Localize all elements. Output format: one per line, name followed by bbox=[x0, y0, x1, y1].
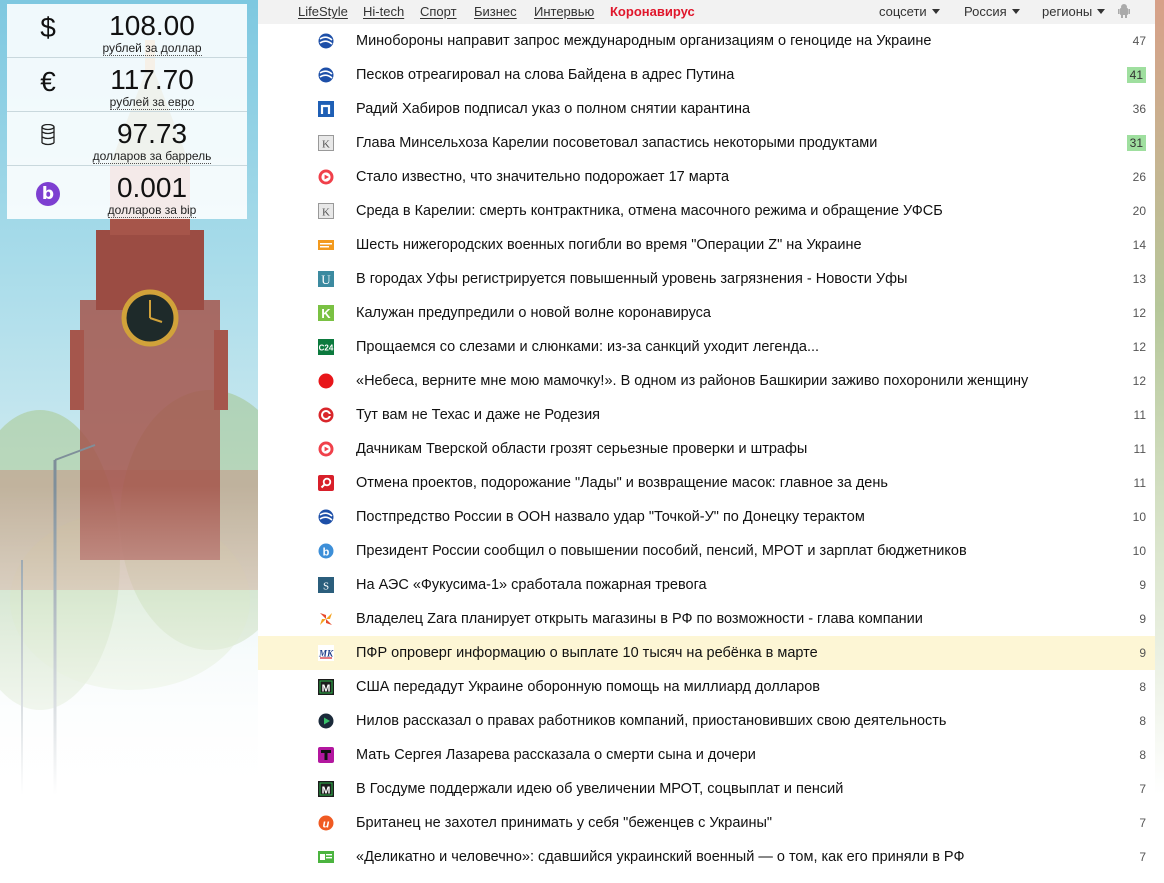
news-row[interactable] bbox=[258, 330, 1155, 364]
news-row[interactable] bbox=[258, 738, 1155, 772]
news-row[interactable] bbox=[258, 432, 1155, 466]
news-headline-link[interactable]: ПФР опроверг информацию о выплате 10 тысяч на ребёнка в марте bbox=[356, 645, 818, 661]
chevron-down-icon bbox=[932, 9, 940, 14]
news-headline-link[interactable]: США передадут Украине оборонную помощь на миллиард долларов bbox=[356, 679, 821, 695]
rate-label[interactable]: долларов за баррель bbox=[92, 149, 212, 163]
news-row[interactable] bbox=[258, 126, 1155, 160]
source-count: 12 bbox=[1132, 340, 1146, 354]
play-circle-icon bbox=[318, 713, 334, 729]
svg-text:M: M bbox=[321, 784, 331, 797]
svg-text:S: S bbox=[322, 580, 330, 593]
news-headline-link[interactable]: Глава Минсельхоза Карелии посоветовал запастись некоторыми продуктами bbox=[356, 135, 878, 151]
rate-value: 117.70 bbox=[110, 64, 194, 95]
source-count: 13 bbox=[1132, 272, 1146, 286]
dropdown-label: соцсети bbox=[879, 4, 927, 19]
news-headline-link[interactable]: Тут вам не Техас и даже не Родезия bbox=[356, 407, 601, 423]
news-headline-link[interactable]: Президент России сообщил о повышении пособий, пенсий, МРОТ и зарплат бюджетников bbox=[356, 543, 967, 559]
dropdown-social[interactable] bbox=[879, 1, 940, 23]
svg-text:и: и bbox=[322, 818, 330, 831]
u-logo-icon bbox=[318, 271, 334, 287]
svg-text:K: K bbox=[321, 306, 331, 321]
rg-globe-icon bbox=[318, 67, 334, 83]
svg-text:C24: C24 bbox=[318, 343, 334, 353]
rate-value: 0.001 bbox=[116, 172, 188, 203]
news-row[interactable] bbox=[258, 92, 1155, 126]
rg-globe-icon bbox=[318, 509, 334, 525]
source-count: 14 bbox=[1132, 238, 1146, 252]
red-play-icon bbox=[318, 441, 334, 457]
bip-icon: b bbox=[36, 182, 60, 206]
news-row[interactable] bbox=[258, 636, 1155, 670]
source-count: 11 bbox=[1133, 408, 1146, 422]
android-icon[interactable] bbox=[1118, 4, 1130, 18]
source-count: 7 bbox=[1139, 782, 1146, 796]
news-row[interactable] bbox=[258, 670, 1155, 704]
nav-business[interactable]: Бизнес bbox=[474, 4, 517, 19]
source-count: 8 bbox=[1139, 748, 1146, 762]
news-headline-link[interactable]: В городах Уфы регистрируется повышенный уровень загрязнения - Новости Уфы bbox=[356, 271, 908, 287]
news-headline-link[interactable]: Калужан предупредили о новой волне коронавируса bbox=[356, 305, 711, 321]
pinwheel-icon bbox=[318, 611, 334, 627]
svg-text:MK: MK bbox=[318, 648, 334, 659]
svg-text:K: K bbox=[322, 206, 330, 219]
news-headline-link[interactable]: Прощаемся со слезами и слюнками: из-за санкций уходит легенда... bbox=[356, 339, 820, 355]
source-count: 7 bbox=[1139, 850, 1146, 864]
news-row[interactable] bbox=[258, 364, 1155, 398]
nav-interview[interactable]: Интервью bbox=[534, 4, 595, 19]
chevron-down-icon bbox=[1097, 9, 1105, 14]
dropdown-country[interactable] bbox=[964, 1, 1020, 23]
news-headline-link[interactable]: Шесть нижегородских военных погибли во время "Операции Z" на Украине bbox=[356, 237, 862, 253]
svg-text:K: K bbox=[322, 138, 330, 151]
k-square-icon bbox=[318, 135, 334, 151]
news-row[interactable] bbox=[258, 466, 1155, 500]
rate-bip[interactable] bbox=[7, 166, 247, 219]
m-logo-icon bbox=[318, 679, 334, 695]
red-play-icon bbox=[318, 169, 334, 185]
category-nav bbox=[258, 0, 1155, 24]
news-headline-link[interactable]: «Небеса, верните мне мою мамочку!». В одном из районов Башкирии заживо похоронили женщину bbox=[356, 373, 1029, 389]
chevron-down-icon bbox=[1012, 9, 1020, 14]
mk-logo-icon bbox=[318, 645, 334, 661]
news-row[interactable] bbox=[258, 704, 1155, 738]
news-headline-link[interactable]: Нилов рассказал о правах работников компаний, приостановивших свою деятельность bbox=[356, 713, 947, 729]
news-row[interactable] bbox=[258, 602, 1155, 636]
rate-usd[interactable] bbox=[7, 4, 247, 58]
rate-label[interactable]: долларов за bip bbox=[107, 203, 197, 217]
news-row[interactable] bbox=[258, 24, 1155, 58]
news-row[interactable] bbox=[258, 228, 1155, 262]
m-logo-icon bbox=[318, 781, 334, 797]
source-count: 9 bbox=[1139, 578, 1146, 592]
news-headline-link[interactable]: Отмена проектов, подорожание "Лады" и возвращение масок: главное за день bbox=[356, 475, 888, 491]
dropdown-regions[interactable] bbox=[1042, 1, 1105, 23]
news-row[interactable] bbox=[258, 500, 1155, 534]
news-row[interactable] bbox=[258, 296, 1155, 330]
barrel-icon bbox=[33, 120, 63, 153]
n-logo-icon bbox=[318, 101, 334, 117]
news-headline-link[interactable]: Британец не захотел принимать у себя "беженцев с Украины" bbox=[356, 815, 773, 831]
rate-label[interactable]: рублей за евро bbox=[109, 95, 195, 109]
news-headline-link[interactable]: Дачникам Тверской области грозят серьезные проверки и штрафы bbox=[356, 441, 808, 457]
rate-eur[interactable] bbox=[7, 58, 247, 112]
nav-sport[interactable]: Спорт bbox=[420, 4, 457, 19]
k-square-icon bbox=[318, 203, 334, 219]
news-headline-link[interactable]: На АЭС «Фукусима-1» сработала пожарная тревога bbox=[356, 577, 707, 593]
source-count: 9 bbox=[1139, 646, 1146, 660]
source-count: 10 bbox=[1132, 510, 1146, 524]
source-count: 47 bbox=[1132, 34, 1146, 48]
news-row[interactable] bbox=[258, 160, 1155, 194]
news-headline-link[interactable]: Песков отреагировал на слова Байдена в адрес Путина bbox=[356, 67, 735, 83]
news-row[interactable] bbox=[258, 262, 1155, 296]
news-headline-link[interactable]: «Деликатно и человечно»: сдавшийся украинский военный — о том, как его приняли в РФ bbox=[356, 849, 965, 865]
orange-logo-icon bbox=[318, 237, 334, 253]
dropdown-label: регионы bbox=[1042, 4, 1093, 19]
euro-icon: € bbox=[40, 66, 56, 97]
dollar-icon: $ bbox=[40, 12, 56, 43]
news-headline-link[interactable]: Постпредство России в ООН назвало удар "Точкой-У" по Донецку терактом bbox=[356, 509, 865, 525]
source-count: 36 bbox=[1132, 102, 1146, 116]
source-count: 11 bbox=[1133, 476, 1146, 490]
source-count: 20 bbox=[1132, 204, 1146, 218]
news-headline-link[interactable]: Владелец Zara планирует открыть магазины в РФ по возможности - глава компании bbox=[356, 611, 923, 627]
rate-value: 97.73 bbox=[116, 118, 188, 149]
news-row[interactable] bbox=[258, 568, 1155, 602]
news-row[interactable] bbox=[258, 806, 1155, 840]
red-search-icon bbox=[318, 475, 334, 491]
decorative-right-strip bbox=[1155, 0, 1164, 883]
c24-logo-icon bbox=[318, 339, 334, 355]
red-dot-icon bbox=[318, 373, 334, 389]
news-row[interactable] bbox=[258, 772, 1155, 806]
source-count: 26 bbox=[1132, 170, 1146, 184]
blue-b-icon bbox=[318, 543, 334, 559]
source-count: 12 bbox=[1132, 306, 1146, 320]
news-panel bbox=[258, 0, 1155, 883]
news-row[interactable] bbox=[258, 398, 1155, 432]
news-row[interactable] bbox=[258, 194, 1155, 228]
dropdown-label: Россия bbox=[964, 4, 1007, 19]
svg-text:b: b bbox=[322, 546, 330, 559]
source-count: 7 bbox=[1139, 816, 1146, 830]
source-count: 8 bbox=[1139, 680, 1146, 694]
source-count: 10 bbox=[1132, 544, 1146, 558]
news-headline-link[interactable]: В Госдуме поддержали идею об увеличении МРОТ, соцвыплат и пенсий bbox=[356, 781, 844, 797]
rate-oil[interactable] bbox=[7, 112, 247, 166]
source-count: 31 bbox=[1127, 135, 1146, 151]
source-count: 11 bbox=[1133, 442, 1146, 456]
red-circle-logo-icon bbox=[318, 407, 334, 423]
s-logo-icon bbox=[318, 577, 334, 593]
news-headline-link[interactable]: Мать Сергея Лазарева рассказала о смерти сына и дочери bbox=[356, 747, 756, 763]
news-headline-link[interactable]: Среда в Карелии: смерть контрактника, отмена масочного режима и обращение УФСБ bbox=[356, 203, 943, 219]
news-headline-link[interactable]: Радий Хабиров подписал указ о полном снятии карантина bbox=[356, 101, 751, 117]
source-count: 8 bbox=[1139, 714, 1146, 728]
rate-value: 108.00 bbox=[109, 10, 195, 41]
svg-text:U: U bbox=[321, 272, 331, 287]
svg-text:M: M bbox=[321, 682, 331, 695]
source-count: 12 bbox=[1132, 374, 1146, 388]
source-count: 9 bbox=[1139, 612, 1146, 626]
news-row[interactable] bbox=[258, 58, 1155, 92]
nav-lifestyle[interactable]: LifeStyle bbox=[298, 4, 348, 19]
currency-rates-widget bbox=[7, 4, 247, 219]
news-headline-link[interactable]: Стало известно, что значительно подорожает 17 марта bbox=[356, 169, 730, 185]
orange-i-icon bbox=[318, 815, 334, 831]
news-row[interactable] bbox=[258, 840, 1155, 874]
t-logo-icon bbox=[318, 747, 334, 763]
green-news-icon bbox=[318, 849, 334, 865]
news-row[interactable] bbox=[258, 534, 1155, 568]
rate-label[interactable]: рублей за доллар bbox=[102, 41, 202, 55]
news-list bbox=[258, 24, 1155, 874]
nav-coronavirus[interactable]: Коронавирус bbox=[610, 4, 695, 19]
news-headline-link[interactable]: Минобороны направит запрос международным организациям о геноциде на Украине bbox=[356, 33, 932, 49]
rg-globe-icon bbox=[318, 33, 334, 49]
green-k-icon bbox=[318, 305, 334, 321]
nav-hitech[interactable]: Hi-tech bbox=[363, 4, 405, 19]
source-count: 41 bbox=[1127, 67, 1146, 83]
